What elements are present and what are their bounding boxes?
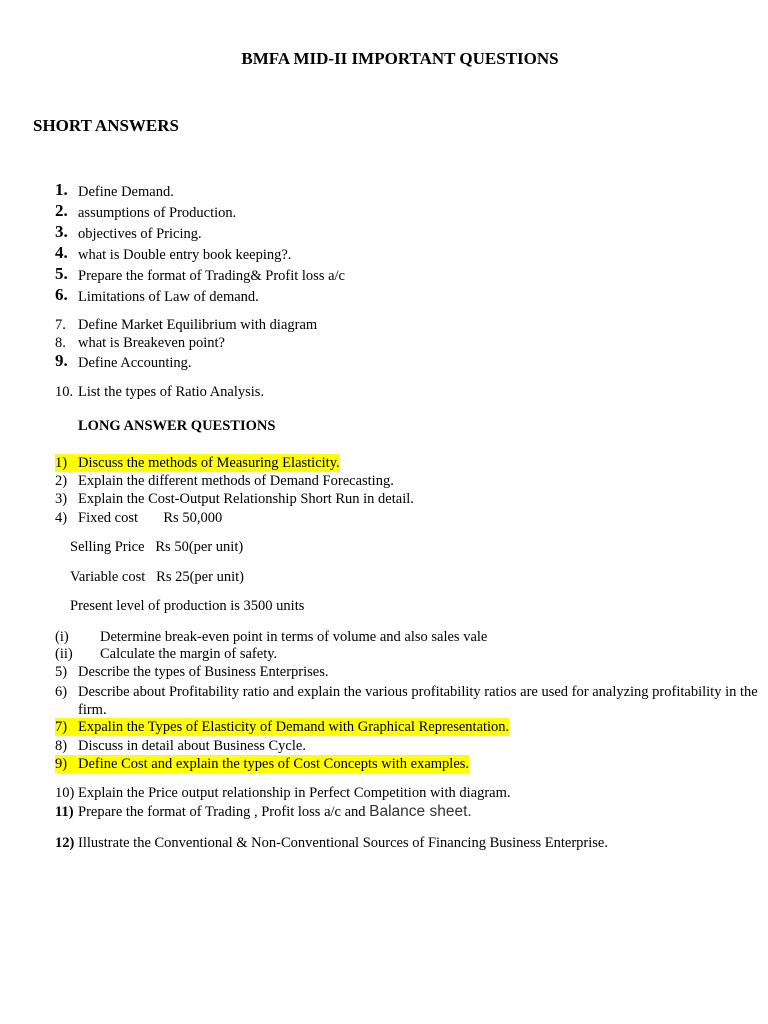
roman-item-text: Calculate the margin of safety. [100,646,278,662]
long-item-10 [0,784,768,802]
short-item-text: Limitations of Law of demand. [78,289,259,305]
short-item-8 [0,334,768,354]
short-item-3 [0,224,768,244]
short-item-9 [0,353,768,373]
long-item-text: Fixed cost Rs 50,000 [78,510,223,526]
long-item-number: 2) [55,473,68,489]
short-item-number: 7. [55,317,66,333]
short-item-number: 4. [55,243,68,262]
short-item-number: 8. [55,335,66,351]
long-item-number: 3) [55,491,68,507]
long-item-5 [0,663,768,681]
long-item-number: 11) [55,804,74,820]
long-answers-heading: LONG ANSWER QUESTIONS [78,418,276,434]
long-item-text: Explain the Price output relationship in Perfect Competition with diagram. [78,785,511,801]
short-item-6 [0,287,768,307]
long-item-number: 6) [55,684,68,700]
short-item-4 [0,245,768,265]
long-item-text: Discuss the methods of Measuring Elasticity. [78,455,340,471]
short-item-text: what is Breakeven point? [78,335,225,351]
long-item-number: 9) [55,755,77,773]
short-item-number: 6. [55,285,68,304]
long-item-text: Describe the types of Business Enterprises. [78,664,329,680]
short-item-text: Define Market Equilibrium with diagram [78,317,318,333]
long-item-number: 1) [55,454,77,472]
short-item-number: 10. [55,384,74,400]
short-item-text: List the types of Ratio Analysis. [78,384,265,400]
long-item-text: Describe about Profitability ratio and explain the various profitability ratios are used for analyzing profitability in the firm. [78,684,758,718]
short-item-text: Define Accounting. [78,355,192,371]
short-item-number: 2. [55,201,68,220]
short-item-number: 9. [55,351,68,370]
long-item-number: 8) [55,738,68,754]
long-item-4 [0,509,768,527]
roman-item-text: Determine break-even point in terms of volume and also sales vale [100,629,488,645]
long-item-3 [0,490,768,508]
short-answers-heading: SHORT ANSWERS [33,116,180,135]
long-item-12 [0,834,768,852]
roman-item-number: (i) [55,629,69,645]
short-item-text: objectives of Pricing. [78,226,202,242]
short-item-7 [0,316,768,336]
production-level-line: Present level of production is 3500 units [70,598,305,614]
long-item-2 [0,472,768,490]
long-item-text: Explain the Cost-Output Relationship Short Run in detail. [78,491,414,507]
variable-cost-line: Variable cost Rs 25(per unit) [70,569,244,585]
long-item-number: 4) [55,510,68,526]
roman-item-number: (ii) [55,646,73,662]
short-item-1 [0,182,768,202]
long-item-text: Discuss in detail about Business Cycle. [78,738,306,754]
long-item-text-extra: Balance sheet. [369,803,472,820]
short-item-text: Define Demand. [78,184,174,200]
long-item-number: 12) [55,835,75,851]
short-item-number: 1. [55,180,68,199]
long-item-11 [0,803,768,823]
long-item-7 [0,718,768,736]
short-item-2 [0,203,768,223]
page-title: BMFA MID-II IMPORTANT QUESTIONS [241,49,559,68]
long-item-text [78,803,472,821]
short-item-10 [0,383,768,403]
long-item-text: Illustrate the Conventional & Non-Conventional Sources of Financing Business Enterprise. [78,835,608,851]
long-item-number: 10) [55,785,75,801]
roman-item-2 [0,645,768,663]
short-item-number: 5. [55,264,68,283]
long-item-8 [0,737,768,755]
long-item-text: Explain the different methods of Demand Forecasting. [78,473,394,489]
roman-item-1 [0,628,768,646]
long-item-1 [0,454,768,472]
short-item-number: 3. [55,222,68,241]
long-item-text: Define Cost and explain the types of Cost Concepts with examples. [78,756,470,772]
long-item-9 [0,755,768,773]
short-item-text: what is Double entry book keeping?. [78,247,292,263]
short-item-5 [0,266,768,286]
short-item-text: Prepare the format of Trading& Profit loss a/c [78,268,345,284]
selling-price-line: Selling Price Rs 50(per unit) [70,539,244,555]
long-item-text-main: Prepare the format of Trading , Profit loss a/c and [78,804,370,820]
long-item-text: Expalin the Types of Elasticity of Demand with Graphical Representation. [78,719,510,735]
short-item-text: assumptions of Production. [78,205,237,221]
long-item-number: 7) [55,718,77,736]
long-item-number: 5) [55,664,68,680]
long-item-6 [0,683,768,719]
